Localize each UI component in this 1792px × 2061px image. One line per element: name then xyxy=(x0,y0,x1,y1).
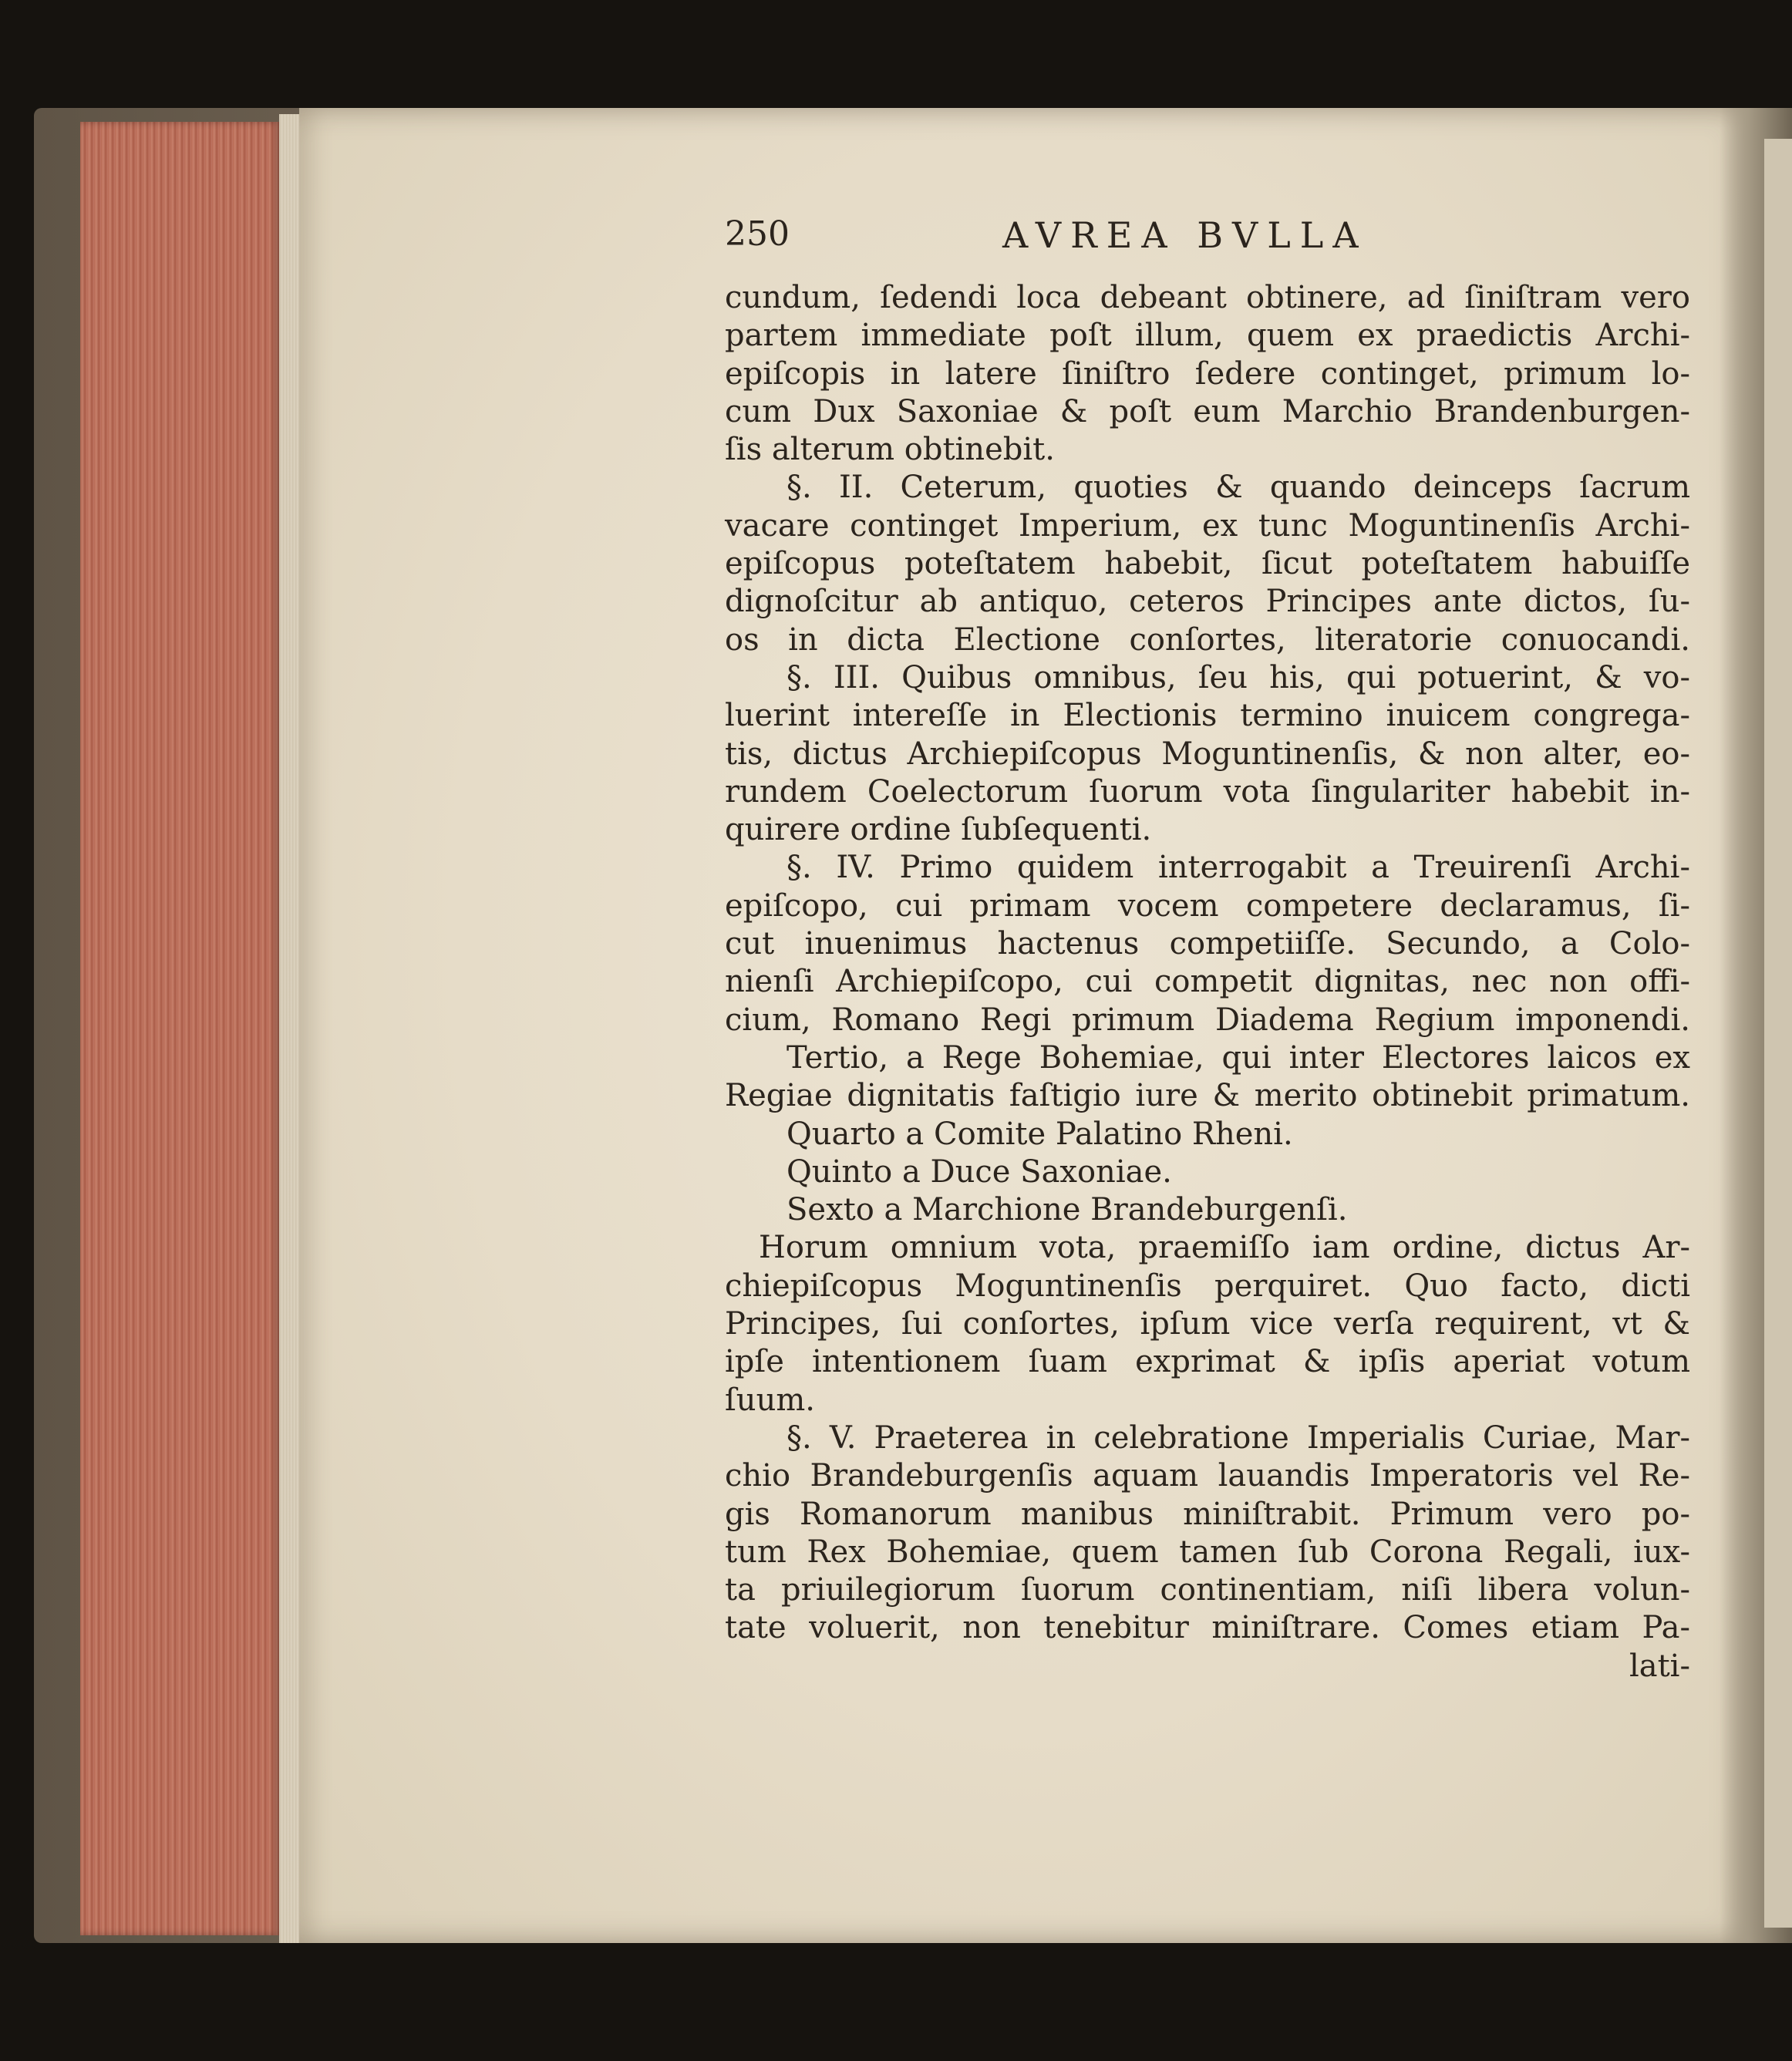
text-line: Sexto a Marchione Brandeburgenſi. xyxy=(787,1192,1348,1228)
red-page-edges xyxy=(80,122,284,1935)
section-heading-line: §. III. Quibus omnibus, ſeu his, qui potuerint, & vo- xyxy=(787,659,1690,695)
section-heading-line: §. V. Praeterea in celebratione Imperialis Curiae, Mar- xyxy=(787,1419,1690,1456)
text-line: cut inuenimus hactenus competiiſſe. Secundo, a Colo- xyxy=(725,926,1690,962)
text-line: Principes, ſui conſortes, ipſum vice verſa requirent, vt & xyxy=(725,1306,1690,1342)
text-line: Quarto a Comite Palatino Rheni. xyxy=(787,1116,1293,1152)
text-line: ſuum. xyxy=(725,1382,815,1418)
facing-page-edge xyxy=(1764,139,1792,1928)
text-line: chiepiſcopus Moguntinenſis perquiret. Quo facto, dicti xyxy=(725,1268,1690,1304)
section-heading-line: §. II. Ceterum, quoties & quando deinceps ſacrum xyxy=(787,470,1690,506)
text-line: Quinto a Duce Saxoniae. xyxy=(787,1153,1172,1190)
text-line: cium, Romano Regi primum Diadema Regium imponendi. xyxy=(725,1002,1690,1038)
text-line: ipſe intentionem ſuam exprimat & ipſis aperiat votum xyxy=(725,1344,1690,1380)
catchword: lati- xyxy=(1629,1648,1690,1684)
text-line: vacare continget Imperium, ex tunc Moguntinenſis Archi- xyxy=(725,507,1690,544)
text-line: epiſcopus poteſtatem habebit, ſicut poteſtatem habuiſſe xyxy=(725,546,1690,582)
text-line: tis, dictus Archiepiſcopus Moguntinenſis, & non alter, eo- xyxy=(725,736,1690,772)
text-line: gis Romanorum manibus miniſtrabit. Primum vero po- xyxy=(725,1496,1690,1532)
text-line: chio Brandeburgenſis aquam lauandis Imperatoris vel Re- xyxy=(725,1458,1690,1494)
text-line: quirere ordine ſubſequenti. xyxy=(725,812,1152,848)
text-line: tum Rex Bohemiae, quem tamen ſub Corona Regali, iux- xyxy=(725,1534,1690,1570)
text-line: cundum, ſedendi loca debeant obtinere, ad ſiniſtram vero xyxy=(725,280,1690,315)
running-title: AVREA BVLLA xyxy=(1002,214,1368,256)
text-line: rundem Coelectorum ſuorum vota ſingulariter habebit in- xyxy=(725,773,1690,810)
text-line: luerint intereſſe in Electionis termino inuicem congrega- xyxy=(725,698,1690,734)
text-line: Regiae dignitatis faſtigio iure & merito obtinebit primatum. xyxy=(725,1078,1690,1114)
page-text xyxy=(725,214,1690,1686)
text-line: ta priuilegiorum ſuorum continentiam, niſi libera volun- xyxy=(725,1572,1690,1608)
text-line: epiſcopis in latere ſiniſtro ſedere continget, primum lo- xyxy=(725,355,1690,392)
text-line: partem immediate poſt illum, quem ex praedictis Archi- xyxy=(725,318,1690,354)
text-line: nienſi Archiepiſcopo, cui competit dignitas, nec non offi- xyxy=(725,964,1690,1000)
running-head xyxy=(725,214,1690,268)
text-line: ſis alterum obtinebit. xyxy=(725,432,1055,468)
section-heading-line: §. IV. Primo quidem interrogabit a Treuirenſi Archi- xyxy=(787,850,1690,886)
text-line: Tertio, a Rege Bohemiae, qui inter Electores laicos ex xyxy=(787,1039,1690,1076)
text-line: Horum omnium vota, praemiſſo iam ordine, dictus Ar- xyxy=(759,1230,1690,1266)
text-line: tate voluerit, non tenebitur miniſtrare. Comes etiam Pa- xyxy=(725,1610,1690,1646)
text-line: epiſcopo, cui primam vocem competere declaramus, ſi- xyxy=(725,887,1690,924)
text-line: os in dicta Electione conſortes, literatorie conuocandi. xyxy=(725,621,1690,658)
text-line: dignoſcitur ab antiquo, ceteros Principes ante dictos, ſu- xyxy=(725,584,1690,620)
body-text xyxy=(725,279,1690,1686)
text-line: cum Dux Saxoniae & poſt eum Marchio Brandenburgen- xyxy=(725,393,1690,429)
page-number: 250 xyxy=(725,214,790,254)
